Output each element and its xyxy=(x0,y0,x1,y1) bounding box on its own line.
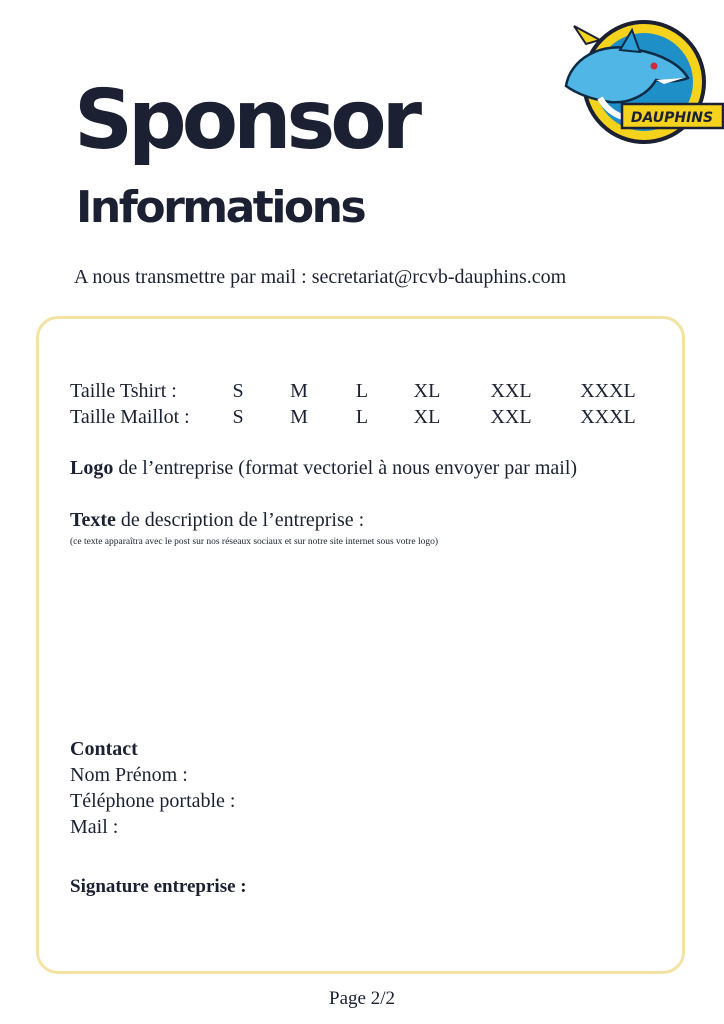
logo-section xyxy=(70,457,577,480)
tshirt-size-option[interactable]: XL xyxy=(413,380,441,402)
maillot-size-option[interactable]: M xyxy=(290,406,308,428)
maillot-size-option[interactable]: L xyxy=(355,406,369,428)
text-section xyxy=(70,509,364,532)
name-field-label: Nom Prénom : xyxy=(70,764,188,786)
tshirt-size-option[interactable]: XXXL xyxy=(580,380,636,402)
maillot-size-option[interactable]: XXXL xyxy=(580,406,636,428)
tshirt-size-label: Taille Tshirt : xyxy=(70,380,177,402)
email-link[interactable]: secretariat@rcvb-dauphins.com xyxy=(311,266,567,288)
mail-prefix: A nous transmettre par mail : xyxy=(74,266,312,288)
maillot-size-option[interactable]: XXL xyxy=(490,406,532,428)
contact-heading: Contact xyxy=(70,738,138,760)
maillot-size-option[interactable]: S xyxy=(232,406,244,428)
signature-label: Signature entreprise : xyxy=(70,876,247,897)
tshirt-size-option[interactable]: S xyxy=(232,380,244,402)
dolphin-mascot-icon xyxy=(560,20,724,148)
page-subtitle: Informations xyxy=(76,182,365,233)
text-section-heading: Texte xyxy=(70,509,116,531)
text-section-text: de description de l’entreprise : xyxy=(115,509,365,531)
phone-field-label: Téléphone portable : xyxy=(70,790,236,812)
page-number: Page 2/2 xyxy=(329,988,395,1009)
logo-section-text: de l’entreprise (format vectoriel à nous envoyer par mail) xyxy=(113,457,578,479)
logo-section-heading: Logo xyxy=(70,457,114,479)
mail-field-label: Mail : xyxy=(70,816,119,838)
mail-instruction xyxy=(74,266,566,289)
tshirt-size-option[interactable]: L xyxy=(355,380,369,402)
maillot-size-option[interactable]: XL xyxy=(413,406,441,428)
text-section-note: (ce texte apparaîtra avec le post sur nos réseaux sociaux et sur notre site internet sous votre logo) xyxy=(70,537,438,547)
logo-text: DAUPHINS xyxy=(630,110,714,126)
tshirt-size-option[interactable]: XXL xyxy=(490,380,532,402)
page-title: Sponsor xyxy=(74,73,418,168)
dauphins-logo xyxy=(560,20,724,148)
maillot-size-label: Taille Maillot : xyxy=(70,406,190,428)
tshirt-size-option[interactable]: M xyxy=(290,380,308,402)
